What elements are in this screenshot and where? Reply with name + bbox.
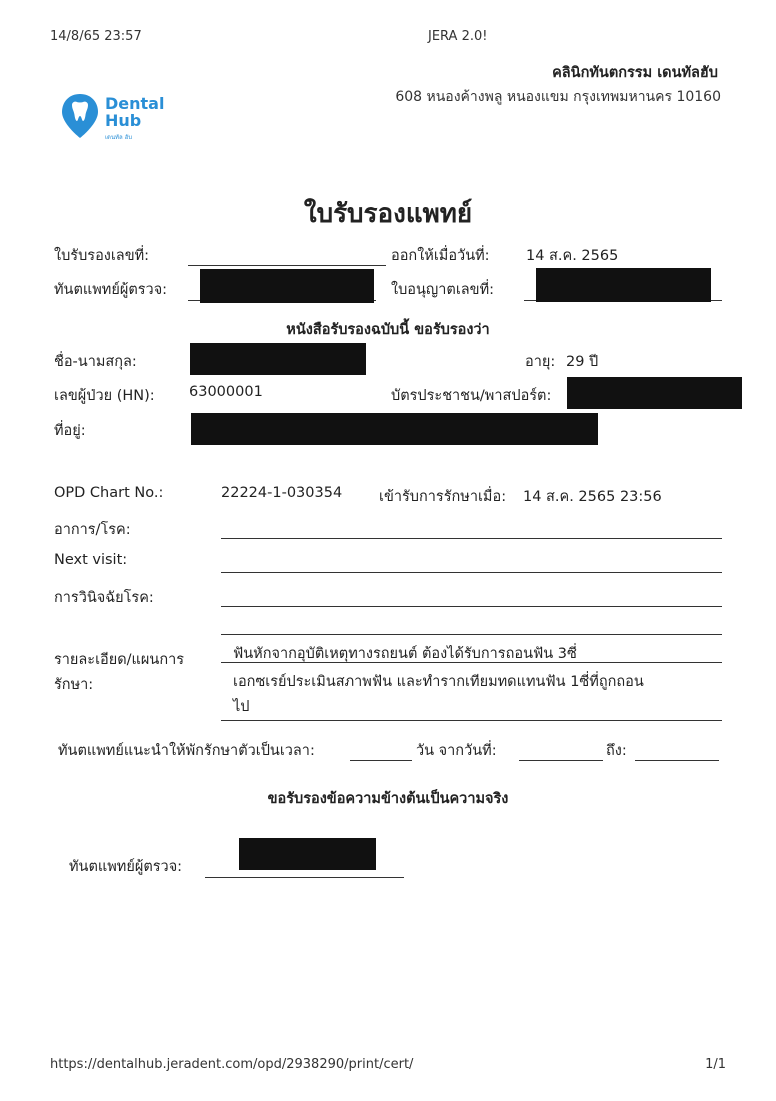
diagnosis-label: การวินิจฉัยโรค: bbox=[54, 590, 154, 606]
redacted-id-number bbox=[567, 377, 742, 409]
treatment-text-line-1: ฟันหักจากอุบัติเหตุทางรถยนต์ ต้องได้รับการถอนฟัน 3ซี่ bbox=[233, 646, 577, 662]
print-page-number: 1/1 bbox=[705, 1057, 726, 1072]
section-heading: หนังสือรับรองฉบับนี้ ขอรับรองว่า bbox=[286, 322, 490, 338]
redacted-address bbox=[191, 413, 598, 445]
admit-label: เข้ารับการรักษาเมื่อ: bbox=[379, 489, 507, 505]
rest-days-blank bbox=[350, 760, 412, 761]
admit-value: 14 ส.ค. 2565 23:56 bbox=[523, 489, 662, 505]
to-label: ถึง: bbox=[606, 743, 627, 759]
age-label: อายุ: bbox=[525, 354, 556, 370]
name-label: ชื่อ-นามสกุล: bbox=[54, 354, 137, 370]
treatment-top-line bbox=[221, 634, 722, 635]
logo-subtitle: เดนทัล ฮับ bbox=[105, 134, 133, 141]
cert-no-label: ใบรับรองเลขที่: bbox=[54, 248, 150, 264]
opd-label: OPD Chart No.: bbox=[54, 485, 164, 501]
days-from-label: วัน จากวันที่: bbox=[416, 743, 497, 759]
issued-value: 14 ส.ค. 2565 bbox=[526, 248, 619, 264]
from-date-blank bbox=[519, 760, 603, 761]
diagnosis-blank bbox=[221, 606, 722, 607]
hn-value: 63000001 bbox=[189, 384, 263, 400]
cert-no-blank bbox=[188, 265, 386, 266]
opd-value: 22224-1-030354 bbox=[221, 485, 343, 501]
redacted-signature bbox=[239, 838, 376, 870]
redacted-dentist-name bbox=[200, 269, 374, 303]
tooth-pin-icon bbox=[60, 92, 100, 140]
print-page-title: JERA 2.0! bbox=[428, 29, 488, 44]
symptom-blank bbox=[221, 538, 722, 539]
treatment-bottom-line bbox=[221, 720, 722, 721]
print-url: https://dentalhub.jeradent.com/opd/2938290/print/cert/ bbox=[50, 1057, 414, 1072]
next-visit-blank bbox=[221, 572, 722, 573]
logo-wordmark-dental: Dental bbox=[105, 94, 165, 113]
clinic-name: คลินิกทันตกรรม เดนทัลฮับ bbox=[552, 65, 718, 81]
address-label: ที่อยู่: bbox=[54, 423, 86, 439]
signature-line bbox=[205, 877, 404, 878]
issued-label: ออกให้เมื่อวันที่: bbox=[391, 248, 490, 264]
age-value: 29 ปี bbox=[566, 354, 599, 370]
treatment-text-line-3: ไป bbox=[233, 699, 250, 715]
redacted-patient-name bbox=[190, 343, 366, 375]
signer-label: ทันตแพทย์ผู้ตรวจ: bbox=[69, 859, 183, 875]
treatment-label-2: รักษา: bbox=[54, 677, 94, 693]
hn-label: เลขผู้ป่วย (HN): bbox=[54, 388, 155, 404]
redacted-license-no bbox=[536, 268, 711, 302]
rest-label: ทันตแพทย์แนะนำให้พักรักษาตัวเป็นเวลา: bbox=[58, 743, 315, 759]
print-datetime: 14/8/65 23:57 bbox=[50, 29, 142, 44]
license-label: ใบอนุญาตเลขที่: bbox=[391, 282, 495, 298]
logo-wordmark-hub: Hub bbox=[105, 111, 142, 130]
clinic-address: 608 หนองค้างพลู หนองแขม กรุงเทพมหานคร 10160 bbox=[395, 89, 721, 105]
symptom-label: อาการ/โรค: bbox=[54, 522, 131, 538]
treatment-text-line-2: เอกซเรย์ประเมินสภาพฟัน และทำรากเทียมทดแทนฟัน 1ซี่ที่ถูกถอน bbox=[233, 674, 644, 690]
id-label: บัตรประชาชน/พาสปอร์ต: bbox=[391, 388, 552, 404]
next-visit-label: Next visit: bbox=[54, 552, 128, 568]
certify-statement: ขอรับรองข้อความข้างต้นเป็นความจริง bbox=[267, 791, 509, 807]
page-title: ใบรับรองแพทย์ bbox=[303, 199, 473, 229]
treatment-label-1: รายละเอียด/แผนการ bbox=[54, 652, 185, 668]
clinic-logo bbox=[60, 92, 180, 144]
dentist-label: ทันตแพทย์ผู้ตรวจ: bbox=[54, 282, 168, 298]
treatment-line-1-rule bbox=[221, 662, 722, 663]
to-date-blank bbox=[635, 760, 719, 761]
